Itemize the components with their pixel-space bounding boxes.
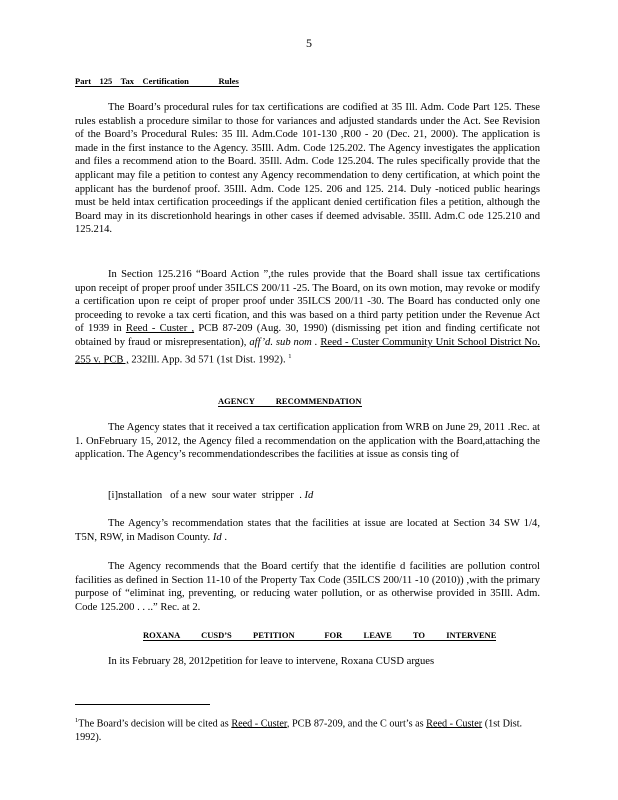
citation-text: 232Ill. App. 3d 571 (1st Dist. 1992).: [128, 354, 286, 366]
block-quote: [108, 490, 313, 501]
case-citation: Reed - Custer ,: [125, 323, 195, 335]
quote-text: [i]nstallation of a new sour water stripper .: [108, 490, 302, 501]
footnote-reference: 1: [288, 352, 292, 360]
section-heading-part-125: Part 125 Tax Certification Rules: [75, 76, 239, 86]
footnote-mark: 1: [75, 717, 79, 724]
paragraph-agency-recommends: [75, 560, 540, 614]
footnote-text: (1st Dist. 1992).: [75, 718, 523, 743]
citation-signal: aff’d. sub nom .: [249, 336, 318, 348]
paragraph-location: The Agency’s recommendation states that the facilities at issue are located at Section 34 SW 1/4, T5N, R9W, in Madison County. Id .: [75, 518, 540, 543]
section-heading-roxana-petition: ROXANA CUSD’S PETITION FOR LEAVE TO INTERVENE: [143, 630, 497, 640]
case-citation: Reed - Custer Community Unit School District No. 255 v. PCB ,: [75, 336, 540, 366]
paragraph-roxana-argues: [75, 655, 540, 669]
citation-id: Id: [212, 531, 222, 543]
footnote-separator: [75, 704, 210, 705]
footnote-text: The Board’s decision will be cited as: [78, 718, 229, 730]
page-number: 5: [306, 36, 312, 50]
citation-text: PCB 87-209 (Aug. 30, 1990) (dismissing pet ition and finding certificate not obtained by fraud or misrepresentation),: [75, 323, 540, 348]
paragraph-agency-states: [75, 421, 540, 462]
case-citation: Reed - Custer: [426, 718, 483, 730]
footnote-text: , PCB 87-209, and the C ourt’s as: [286, 718, 424, 730]
footnote: [75, 714, 525, 745]
paragraph-procedural-rules: [75, 101, 540, 237]
quote-citation: Id: [304, 490, 314, 501]
paragraph-text: The Agency’s recommendation states that the facilities at issue are located at Section 34 SW 1/4, T5N, R9W, in Madison County.: [75, 518, 540, 543]
case-citation: Reed - Custer: [231, 718, 287, 730]
section-heading-agency-recommendation: AGENCY RECOMMENDATION: [218, 396, 362, 406]
paragraph-text: The Board’s procedural rules for tax certifications are codified at 35 Ill. Adm. Code Part 125. These rules establish a procedure similar to those for variances and adjusted standards under the Act. See Revision of the Board’s Procedural Rules: 35 Ill. Adm.Code 101-130 ,R00 - 20 (Dec. 21, 2000). The application is made in the first instance to the Agency. 35Ill. Adm. Code 125.202. The Agency investigates the application and files a recommend ation to the Board. 35Ill. Adm. Code 125.204. The rules specifically provide that the applicant may file a petition to contest any Agency recommendation to deny certification, at which point the applicant has the burdenof proof. 35Ill. Adm. Code 125. 206 and 125. 214. Duly -noticed public hearings must be held intax certification proceedings if the applicant denied certification files a petition, although the Board may in its discretionhold hearings in other cases if deemed advisable. 35Ill. Adm.C ode 125.210 and 125.214.: [75, 102, 540, 236]
paragraph-text: In Section 125.216 “Board Action ”,the rules provide that the Board shall issue tax certifications upon receipt of proper proof under 35ILCS 200/11 -25. The Board, on its own motion, may revoke or modify a certification upon re ceipt of proper proof under 35ILCS 200/11 -30. The Board has conducted only one proceeding to revoke a tax certi fication, and this was based on a third party petition under the Revenue Act of 1939 in: [75, 269, 540, 335]
paragraph-text: The Agency recommends that the Board certify that the identifie d facilities are pollution control facilities as defined in Section 11-10 of the Property Tax Code (35ILCS 200/11 -10 (2010)) ,with the primary purpose of “eliminat ing, preventing, or reducing water pollution, or as otherwise provided in 35Ill. Adm. Code 125.200 . . ..” Rec. at 2.: [75, 561, 540, 613]
paragraph-text: The Agency states that it received a tax certification application from WRB on June 29, 2011 .Rec. at 1. OnFebruary 15, 2012, the Agency filed a recommendation on the application with the Board,attaching the application. The Agency’s recommendationdescribes the facilities at issue as consis ting of: [75, 422, 540, 461]
paragraph-board-action: [75, 268, 540, 367]
paragraph-text: In its February 28, 2012petition for leave to intervene, Roxana CUSD argues: [108, 656, 435, 667]
